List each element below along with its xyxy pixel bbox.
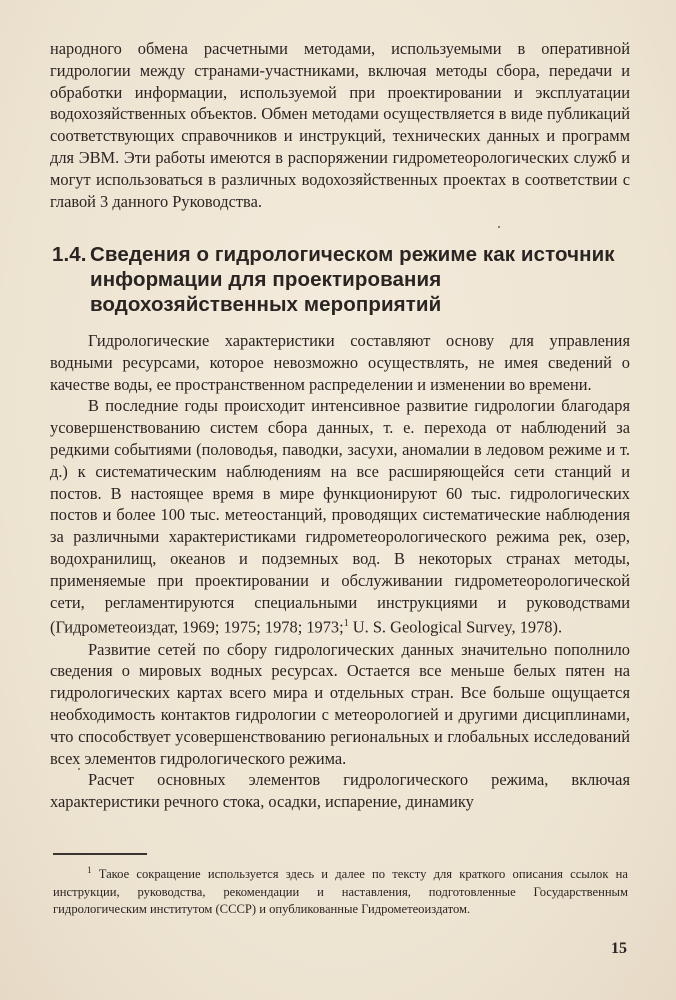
paragraph-1: Гидрологические характеристики составляют основу для управления водными ресурсами, которое невозможно осуществлять, не имея сведений о качестве воды, ее пространственном распределении и изменении во времени. — [50, 331, 630, 394]
paragraph-2-text-a: В последние годы происходит интенсивное развитие гидрологии благодаря усовершенствованию систем сбора данных, т. е. перехода от наблюдений за редкими событиями (половодья, паводки, засухи, аномалии в ледовом режиме и т. д.) к систематическим наблюдениям на все расширяющейся сети станций и постов. В настоящее время в мире функционируют 60 тыс. гидрологических постов и более 100 тыс. метеостанций, проводящих систематические наблюдения за различными характеристиками гидрометеорологического режима рек, озер, водохранилищ, океанов и подземных вод. В некоторых странах методы, применяемые при проектировании и обслуживании гидрометеорологической сети, регламентируются специальными инструкциями и руководствами (Гидрометеоиздат, 1969; 1975; 1978; 1973; — [50, 396, 630, 637]
heading-line-3: водохозяйственных мероприятий — [90, 293, 442, 316]
section-body — [50, 330, 630, 813]
footnote-divider — [53, 853, 147, 855]
heading-line-2: информации для проектирования — [90, 268, 442, 291]
section-heading — [52, 242, 637, 317]
paragraph-4: Расчет основных элементов гидрологического режима, включая характеристики речного стока, осадки, испарение, динамику — [50, 770, 630, 812]
page-number: 15 — [611, 940, 627, 957]
heading-line-1 — [52, 242, 637, 267]
paragraph-continued: народного обмена расчетными методами, используемыми в оперативной гидрологии между странами-участниками, включая методы сбора, передачи и обработки информации, используемой при проектировании и эксплуатации водохозяйственных объектов. Обмен методами осуществляется в виде публикаций соответствующих справочников и инструкций, технических данных и программ для ЭВМ. Эти работы имеются в распоряжении гидрометеорологических служб и могут использоваться в различных водохозяйственных проектах в соответствии с главой 3 данного Руководства. — [50, 39, 630, 211]
heading-text-1: Сведения о гидрологическом режиме как источник — [90, 243, 615, 266]
footnote — [53, 862, 628, 919]
footnote-text: Такое сокращение используется здесь и далее по тексту для краткого описания ссылок на инструкции, руководства, рекомендации и наставления, подготовленные Государственным гидрологическим институтом (СССР) и опубликованные Гидрометеоиздатом. — [53, 867, 628, 917]
paragraph-2-text-b: U. S. Geological Survey, 1978). — [348, 617, 563, 637]
footnote-reference: 1 — [343, 618, 349, 630]
heading-number: 1.4. — [52, 243, 87, 266]
footnote-mark: 1 — [87, 865, 92, 875]
paragraph-2 — [50, 395, 630, 638]
print-speck — [498, 226, 500, 228]
print-speck — [78, 768, 80, 770]
paragraph-3: Развитие сетей по сбору гидрологических данных значительно пополнило сведения о мировых водных ресурсах. Остается все меньше белых пятен на гидрологических картах всего мира и отдельных стран. Все больше ощущается необходимость контактов гидрологии с метеорологией и другими дисциплинами, что способствует усовершенствованию региональных и глобальных исследований всех элементов гидрологического режима. — [50, 639, 630, 768]
